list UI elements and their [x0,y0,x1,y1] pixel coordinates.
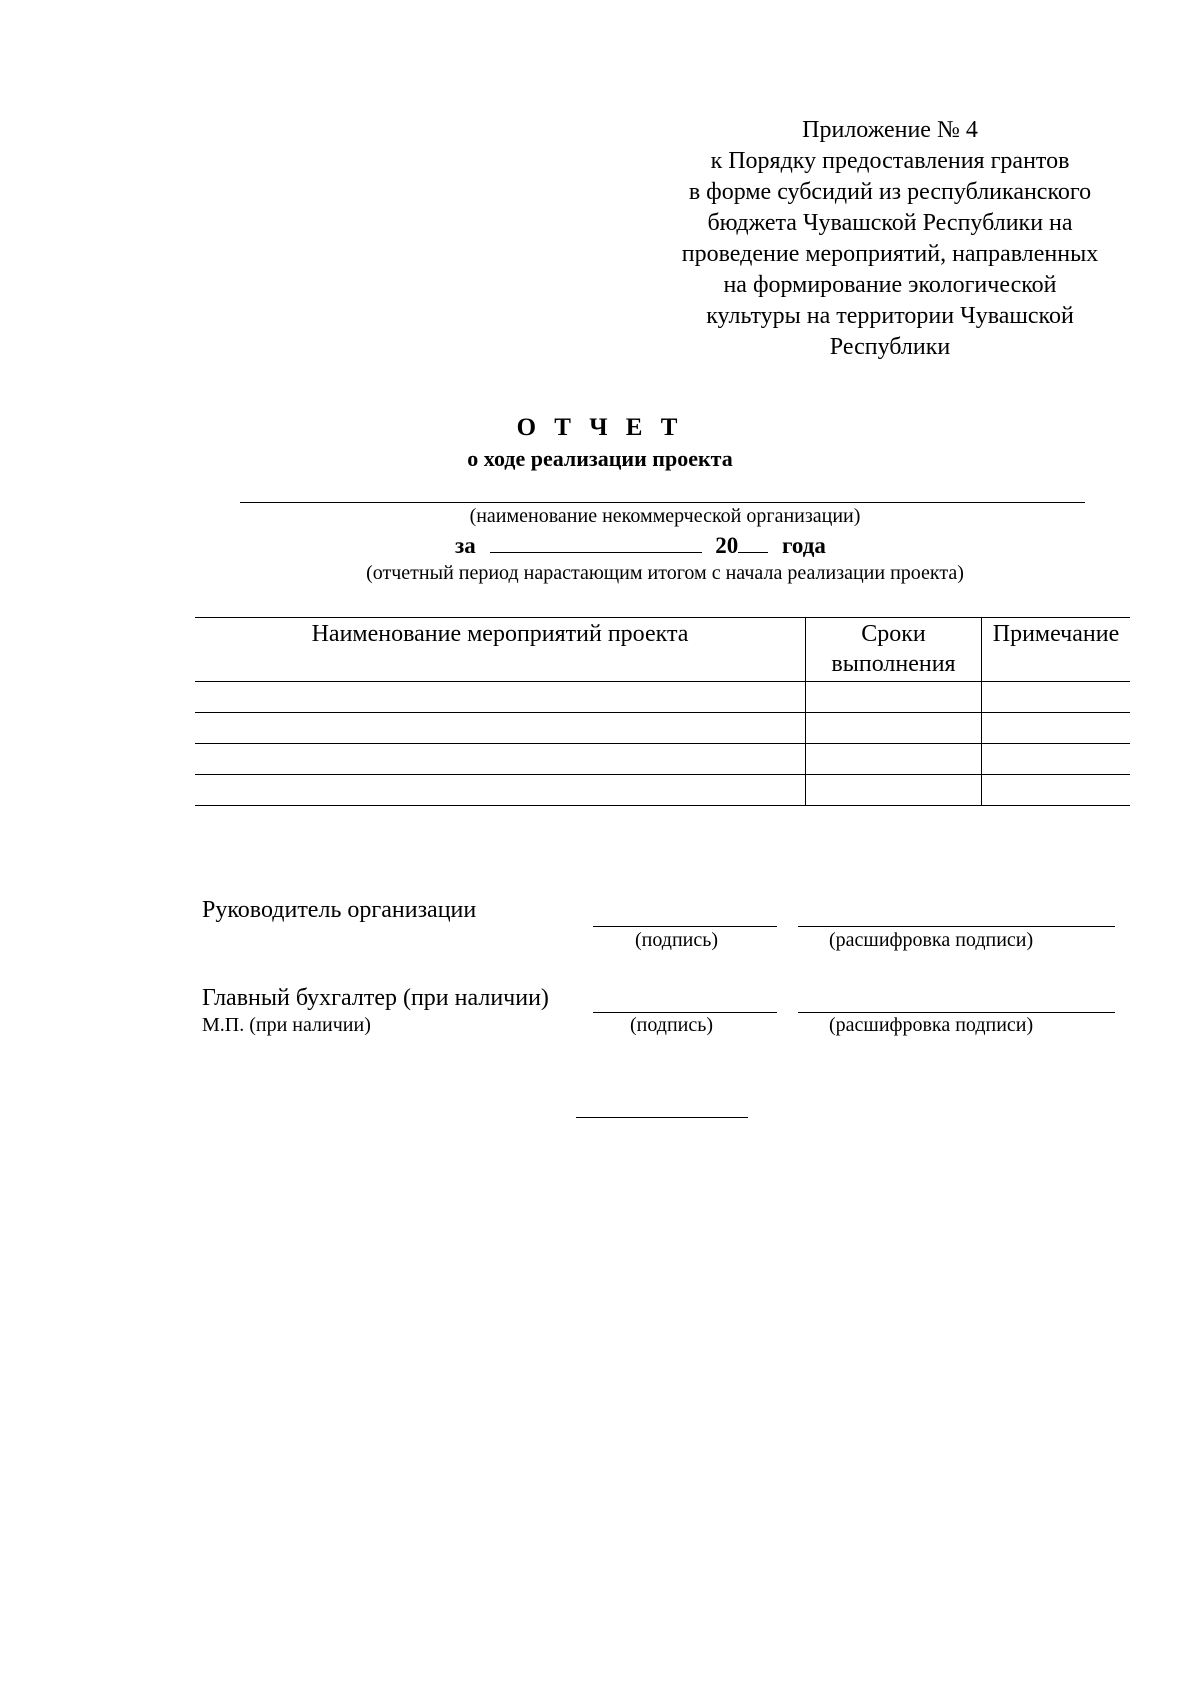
table-cell[interactable] [982,713,1131,744]
table-cell[interactable] [806,744,982,775]
reporting-period [455,533,826,559]
table-row [195,775,1130,806]
table-cell[interactable] [982,744,1131,775]
appendix-header [655,115,1125,363]
events-table [195,617,1130,806]
appendix-line: на формирование экологической [723,272,1057,298]
appendix-line: культуры на территории Чувашской [706,303,1074,329]
table-cell[interactable] [806,682,982,713]
organization-caption: (наименование некоммерческой организации) [469,505,861,527]
accountant-signature-line[interactable] [593,1012,777,1013]
period-prefix: за [455,533,476,558]
table-cell[interactable] [195,682,806,713]
head-decoding-caption: (расшифровка подписи) [829,929,1034,951]
appendix-line: Республики [829,334,951,360]
header-deadlines: Сроки выполнения [806,618,982,682]
year-blank[interactable] [738,551,768,553]
accountant-decoding-caption: (расшифровка подписи) [829,1014,1034,1036]
table-row [195,744,1130,775]
table-cell[interactable] [806,775,982,806]
table-cell[interactable] [195,713,806,744]
head-label: Руководитель организации [202,897,477,923]
appendix-line: проведение мероприятий, направленных [681,241,1099,267]
period-suffix: года [782,533,826,558]
period-year-prefix: 20 [715,533,739,558]
report-title: О Т Ч Е Т [516,414,684,441]
accountant-signature-caption: (подпись) [630,1014,714,1036]
table-cell[interactable] [982,682,1131,713]
period-blank[interactable] [490,551,702,553]
accountant-label: Главный бухгалтер (при наличии) [202,985,549,1011]
table-cell[interactable] [806,713,982,744]
head-decoding-line[interactable] [798,926,1115,927]
table-cell[interactable] [195,775,806,806]
appendix-line: Приложение № 4 [802,117,978,143]
table-cell[interactable] [195,744,806,775]
end-divider [576,1117,748,1118]
organization-name-line[interactable] [240,502,1085,503]
table-header-row [195,618,1130,682]
appendix-line: в форме субсидий из республиканского [688,179,1092,205]
header-events: Наименование мероприятий проекта [195,618,806,682]
table-row [195,682,1130,713]
period-caption: (отчетный период нарастающим итогом с начала реализации проекта) [366,562,964,584]
appendix-line: к Порядку предоставления грантов [710,148,1070,174]
table-cell[interactable] [982,775,1131,806]
header-notes: Примечание [982,618,1131,682]
report-subtitle: о ходе реализации проекта [467,446,733,471]
stamp-label: М.П. (при наличии) [202,1014,371,1036]
table-row [195,713,1130,744]
head-signature-line[interactable] [593,926,777,927]
head-signature-caption: (подпись) [635,929,719,951]
accountant-decoding-line[interactable] [798,1012,1115,1013]
appendix-line: бюджета Чувашской Республики на [707,210,1073,236]
